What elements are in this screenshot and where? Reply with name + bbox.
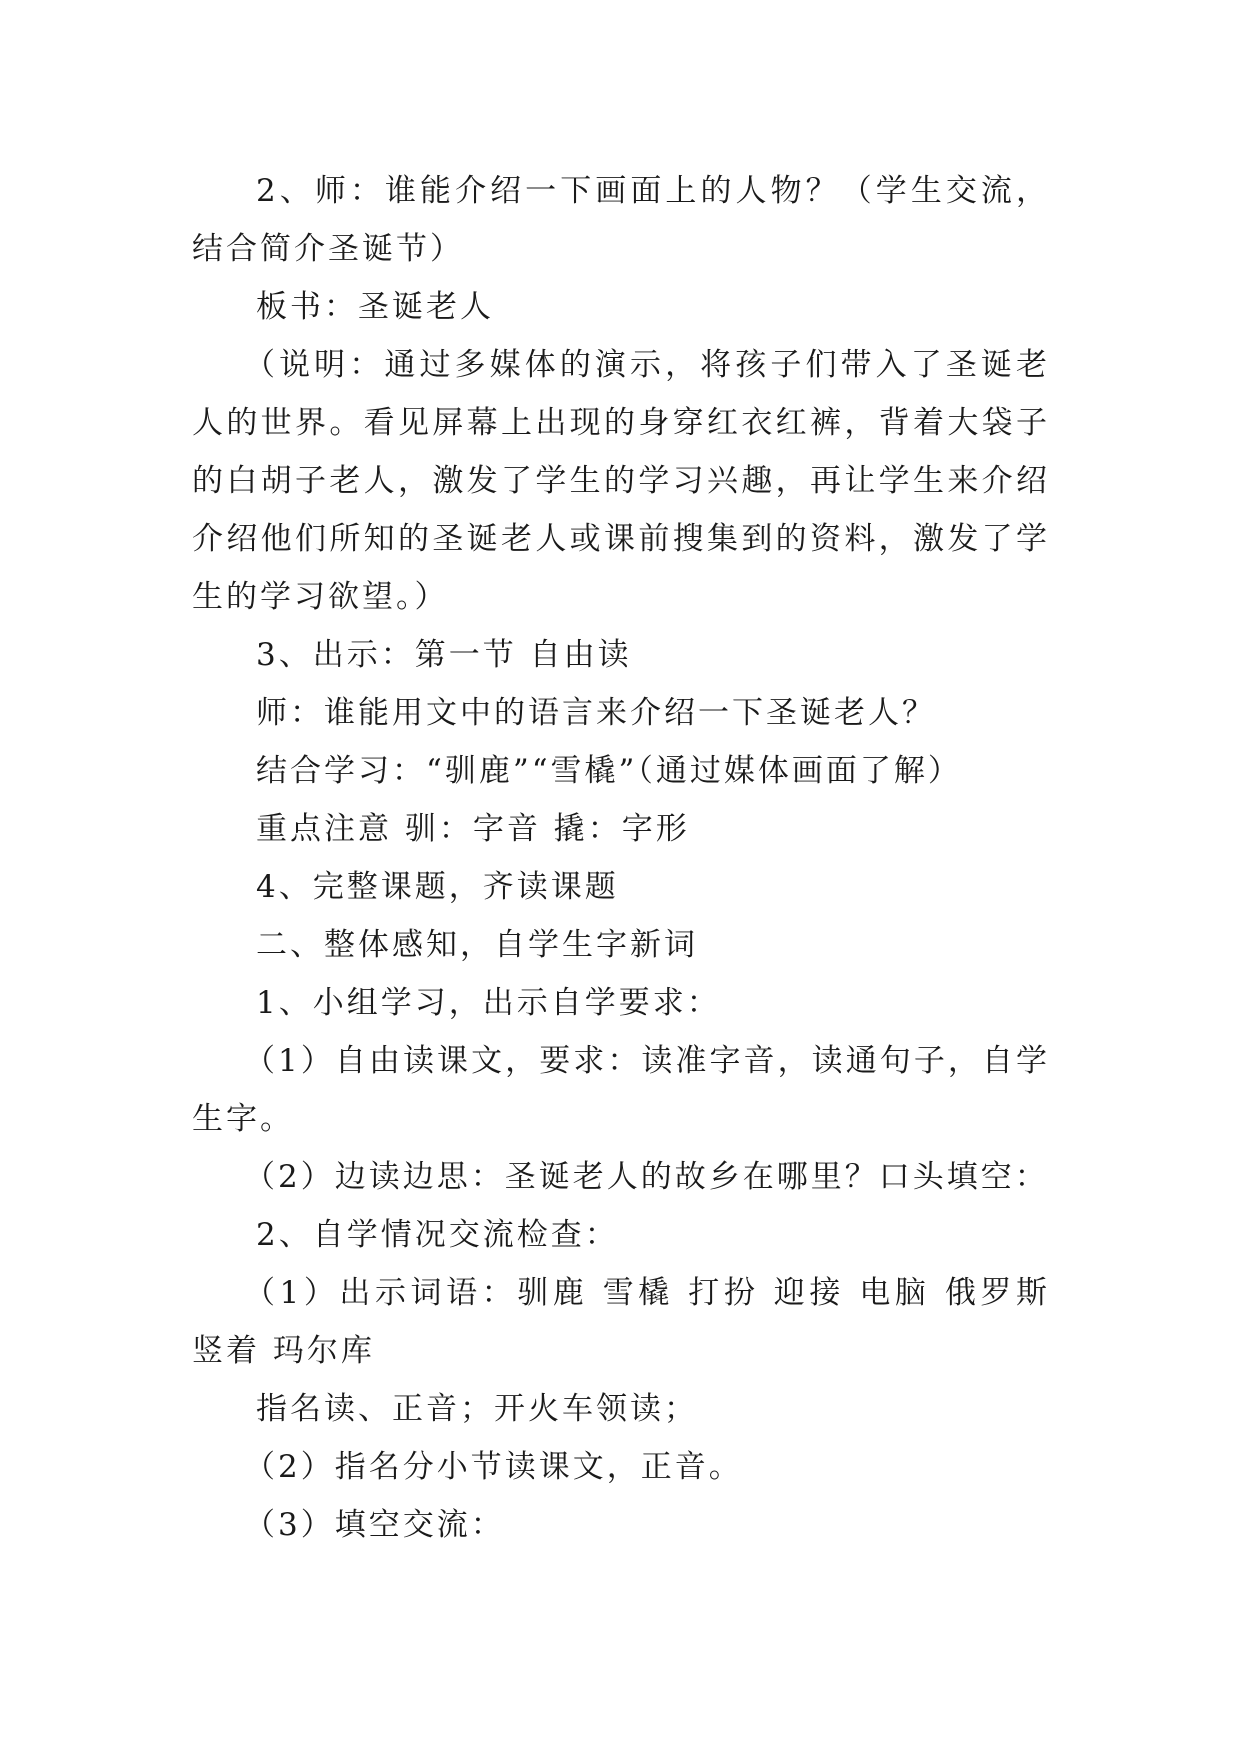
paragraph-3: （说明：通过多媒体的演示，将孩子们带入了圣诞老人的世界。看见屏幕上出现的身穿红衣红裤，背着大袋子的白胡子老人，激发了学生的学习兴趣，再让学生来介绍介绍他们所知的圣诞老人或课前搜集到的资料，激发了学生的学习欲望。） bbox=[192, 347, 1050, 615]
paragraph-9: 二、整体感知，自学生字新词 bbox=[256, 927, 698, 963]
paragraph-2: 板书：圣诞老人 bbox=[256, 289, 494, 325]
paragraph-17: （3）填空交流： bbox=[244, 1507, 505, 1543]
paragraph-10: 1、小组学习，出示自学要求： bbox=[256, 985, 721, 1021]
document-body bbox=[192, 162, 1050, 1554]
paragraph-11: （1）自由读课文，要求：读准字音，读通句子，自学生字。 bbox=[192, 1043, 1050, 1137]
paragraph-13: 2、自学情况交流检查： bbox=[256, 1217, 619, 1253]
paragraph-6: 结合学习：“驯鹿”“雪橇”（通过媒体画面了解） bbox=[256, 753, 962, 789]
paragraph-15: 指名读、正音；开火车领读； bbox=[256, 1391, 698, 1427]
paragraph-5: 师：谁能用文中的语言来介绍一下圣诞老人？ bbox=[256, 695, 936, 731]
paragraph-4: 3、出示：第一节 自由读 bbox=[256, 637, 632, 673]
paragraph-16: （2）指名分小节读课文，正音。 bbox=[244, 1449, 743, 1485]
paragraph-7: 重点注意 驯：字音 撬：字形 bbox=[256, 811, 690, 847]
paragraph-8: 4、完整课题，齐读课题 bbox=[256, 869, 619, 905]
paragraph-12: （2）边读边思：圣诞老人的故乡在哪里？口头填空： bbox=[244, 1159, 1049, 1195]
paragraph-14: （1）出示词语：驯鹿 雪橇 打扮 迎接 电脑 俄罗斯 竖着 玛尔库 bbox=[192, 1275, 1050, 1369]
paragraph-1: 2、师：谁能介绍一下画面上的人物？（学生交流，结合简介圣诞节） bbox=[192, 173, 1050, 267]
